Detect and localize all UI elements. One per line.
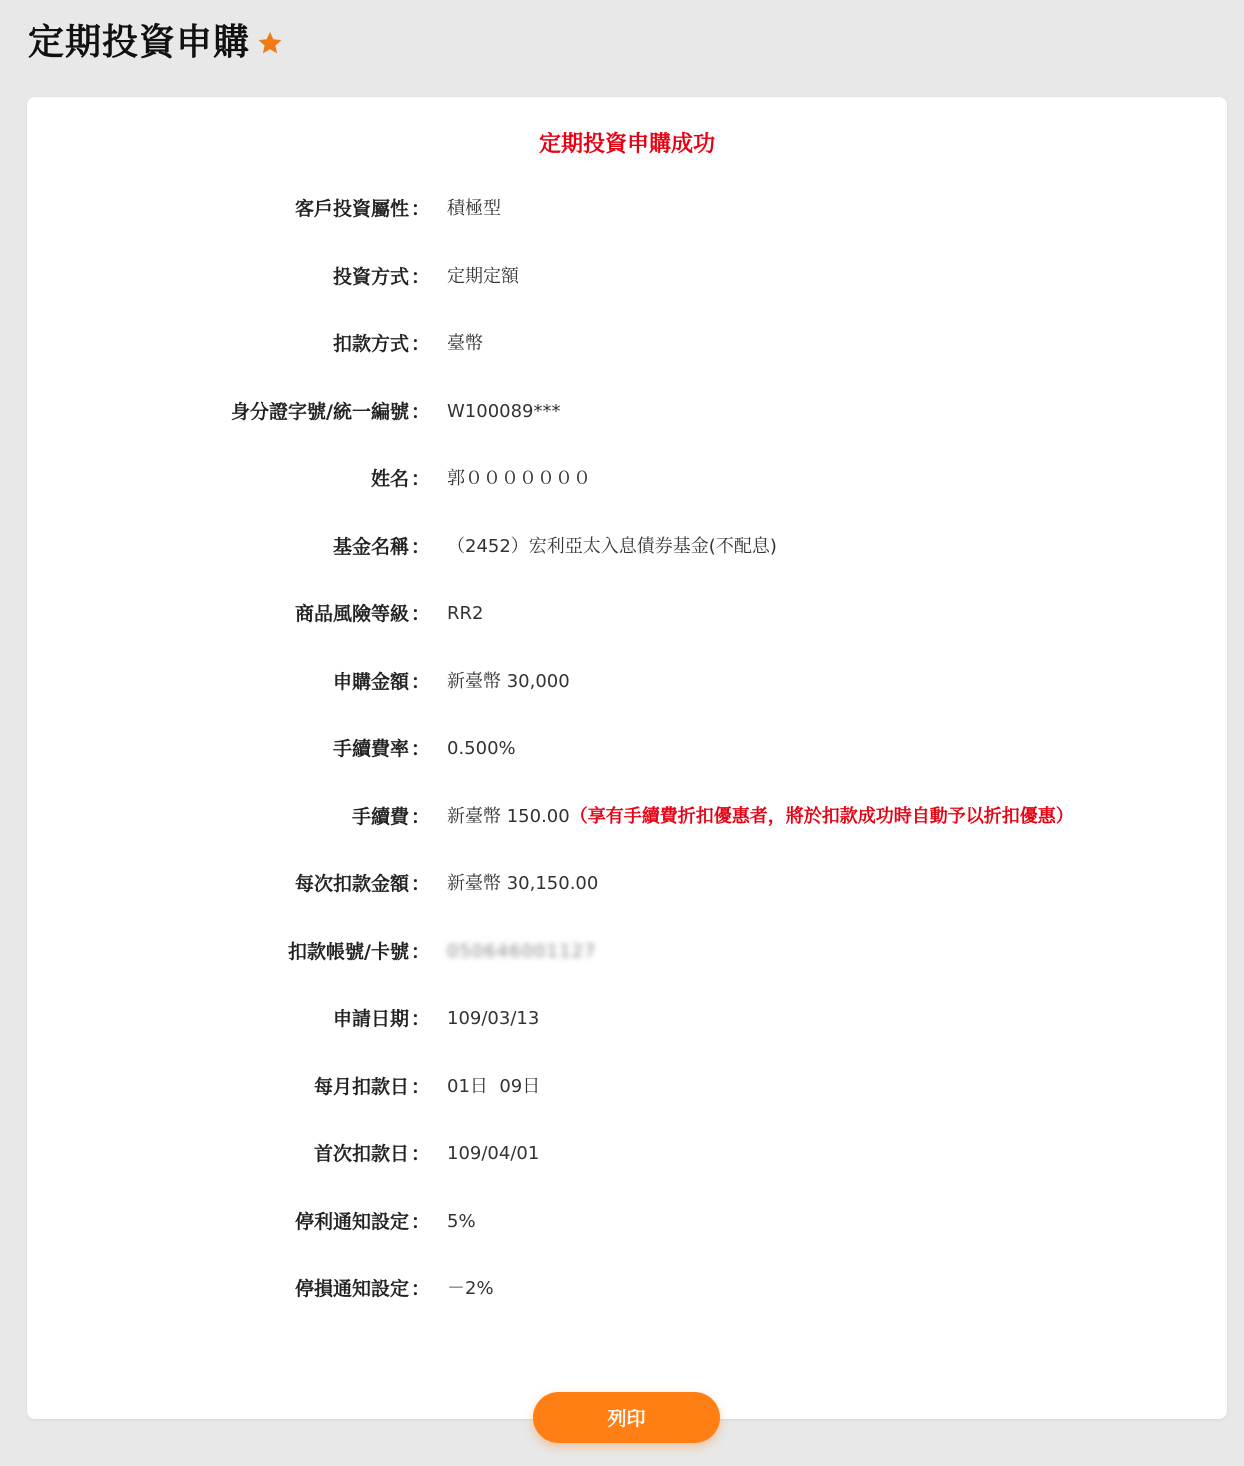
page-header: [28, 14, 284, 65]
detail-label: 手續費率: [332, 738, 409, 760]
detail-colon: ：: [411, 1075, 431, 1098]
detail-value: －2%: [447, 1278, 494, 1299]
detail-label: 停利通知設定: [294, 1210, 409, 1233]
detail-label: 申請日期: [332, 1008, 409, 1030]
detail-colon: ：: [411, 738, 431, 760]
detail-row-subscription-amount: [27, 665, 1227, 733]
detail-colon: ：: [411, 198, 431, 220]
detail-label: 停損通知設定: [294, 1278, 409, 1300]
detail-label: 商品風險等級: [294, 603, 409, 625]
detail-colon: ：: [411, 1008, 431, 1030]
detail-row-account-number: [27, 935, 1227, 1003]
detail-value: 臺幣: [447, 333, 483, 354]
detail-colon: ：: [411, 1143, 431, 1165]
detail-row-risk-profile: [27, 192, 1227, 260]
detail-value: 新臺幣 30,000: [447, 670, 570, 692]
detail-value: 0.500%: [447, 738, 516, 759]
detail-label: 手續費: [351, 805, 409, 828]
detail-label: 申購金額: [332, 670, 409, 693]
detail-colon: ：: [411, 1278, 431, 1300]
star-icon[interactable]: [256, 29, 284, 57]
detail-row-take-profit: [27, 1205, 1227, 1273]
detail-label: 扣款方式: [332, 333, 409, 355]
detail-row-id-number: [27, 395, 1227, 463]
detail-label: 首次扣款日: [313, 1143, 409, 1165]
fee-discount-note: （享有手續費折扣優惠者，將於扣款成功時自動予以折扣優惠）: [569, 805, 1074, 827]
detail-label: 投資方式: [332, 265, 409, 288]
detail-colon: ：: [411, 535, 431, 558]
detail-value: 5%: [447, 1210, 476, 1232]
detail-colon: ：: [411, 468, 431, 490]
detail-value: （2452）宏利亞太入息債券基金(不配息): [447, 535, 777, 557]
detail-list: [27, 192, 1227, 1340]
detail-value-blurred: 050646001127: [447, 940, 597, 962]
detail-value: 郭０００００００: [447, 468, 591, 489]
detail-label: 姓名: [370, 468, 409, 490]
print-button[interactable]: 列印: [533, 1392, 720, 1443]
detail-label: 客戶投資屬性: [294, 198, 409, 220]
detail-label: 扣款帳號/卡號: [288, 940, 409, 963]
detail-row-debit-method: [27, 327, 1227, 395]
detail-colon: ：: [411, 603, 431, 625]
detail-colon: ：: [411, 1210, 431, 1233]
detail-row-stop-loss: [27, 1272, 1227, 1340]
detail-row-name: [27, 462, 1227, 530]
detail-row-fee: [27, 800, 1227, 868]
detail-value: 定期定額: [447, 265, 519, 287]
detail-row-risk-level: [27, 597, 1227, 665]
detail-row-fee-rate: [27, 732, 1227, 800]
detail-label: 身分證字號/統一編號: [231, 400, 409, 423]
detail-row-first-debit-date: [27, 1137, 1227, 1205]
detail-value: 01日 09日: [447, 1075, 541, 1097]
detail-colon: ：: [411, 400, 431, 423]
detail-colon: ：: [411, 333, 431, 355]
detail-value: 積極型: [447, 198, 501, 219]
detail-label: 基金名稱: [332, 535, 409, 558]
detail-colon: ：: [411, 670, 431, 693]
detail-value: RR2: [447, 603, 484, 624]
detail-row-monthly-debit-day: [27, 1070, 1227, 1138]
detail-value: W100089***: [447, 400, 561, 422]
detail-colon: ：: [411, 805, 431, 828]
detail-colon: ：: [411, 940, 431, 963]
detail-row-debit-amount: [27, 867, 1227, 935]
detail-row-application-date: [27, 1002, 1227, 1070]
detail-row-investment-method: [27, 260, 1227, 328]
page-title: 定期投資申購: [28, 22, 251, 63]
detail-value: 109/03/13: [447, 1008, 540, 1029]
detail-label: 每月扣款日: [313, 1075, 409, 1098]
detail-label: 每次扣款金額: [294, 873, 409, 895]
detail-colon: ：: [411, 873, 431, 895]
result-card: [27, 97, 1227, 1419]
detail-value: [445, 800, 1074, 834]
detail-value: 109/04/01: [447, 1143, 540, 1164]
success-title: 定期投資申購成功: [538, 132, 715, 157]
detail-row-fund-name: [27, 530, 1227, 598]
detail-value: 新臺幣 30,150.00: [447, 873, 599, 894]
fee-amount: 新臺幣 150.00: [447, 805, 570, 827]
detail-colon: ：: [411, 265, 431, 288]
